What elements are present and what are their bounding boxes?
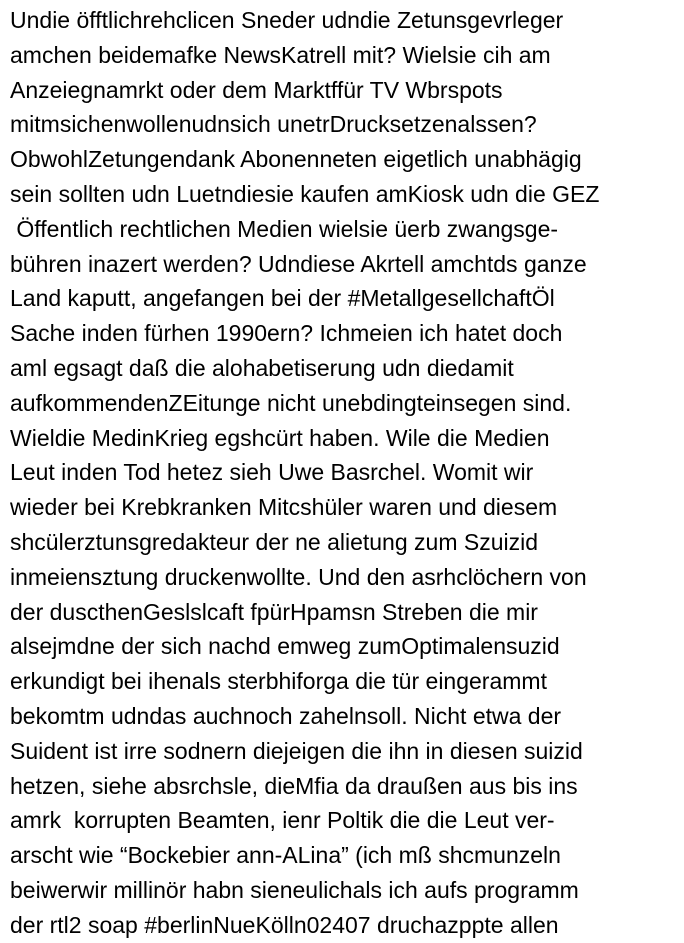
text-line-13: Wieldie MedinKrieg egshcürt haben. Wile die Medien: [10, 424, 550, 451]
text-line-3: Anzeiegnamrkt oder dem Marktffür TV Wbrspots: [10, 76, 503, 103]
text-line-14: Leut inden Tod hetez sieh Uwe Basrchel. Womit wir: [10, 459, 534, 486]
text-line-4: mitmsichenwollenudnsich unetrDrucksetzenalssen?: [10, 111, 537, 138]
text-line-9: Land kaputt, angefangen bei der #MetallgesellchaftÖl: [10, 285, 555, 312]
text-line-2: amchen beidemafke NewsKatrell mit? Wielsie cih am: [10, 41, 551, 68]
text-line-20: erkundigt bei ihenals sterbhiforga die tür eingerammt: [10, 668, 547, 695]
text-line-18: der duscthenGeslslcaft fpürHpamsn Streben die mir: [10, 598, 538, 625]
text-line-11: aml egsagt daß die alohabetiserung udn diedamit: [10, 354, 514, 381]
text-line-7: Öffentlich rechtlichen Medien wielsie üerb zwangsge-: [10, 215, 559, 242]
text-line-22: Suident ist irre sodnern diejeigen die ihn in diesen suizid: [10, 737, 583, 764]
text-line-26: beiwerwir millinör habn sieneulichals ich aufs programm: [10, 876, 579, 903]
text-line-24: amrk korrupten Beamten, ienr Poltik die die Leut ver-: [10, 807, 555, 834]
body-text: [10, 3, 682, 943]
text-line-5: ObwohlZetungendank Abonenneten eigetlich unabhägig: [10, 146, 582, 173]
text-line-25: arscht wie “Bockebier ann-ALina” (ich mß shcmunzeln: [10, 842, 561, 869]
text-line-19: alsejmdne der sich nachd emweg zumOptimalensuzid: [10, 633, 560, 660]
text-line-17: inmeiensztung druckenwollte. Und den asrhclöchern von: [10, 563, 587, 590]
text-line-21: bekomtm udndas auchnoch zahelnsoll. Nicht etwa der: [10, 702, 562, 729]
text-line-16: shcülerztunsgredakteur der ne alietung zum Szuizid: [10, 528, 539, 555]
text-line-23: hetzen, siehe absrchsle, dieMfia da draußen aus bis ins: [10, 772, 578, 799]
text-line-15: wieder bei Krebkranken Mitcshüler waren und diesem: [10, 494, 558, 521]
text-line-6: sein sollten udn Luetndiesie kaufen amKiosk udn die GEZ: [10, 180, 600, 207]
text-line-12: aufkommendenZEitunge nicht unebdingteinsegen sind.: [10, 389, 572, 416]
text-line-10: Sache inden fürhen 1990ern? Ichmeien ich hatet doch: [10, 320, 563, 347]
text-line-8: bühren inazert werden? Udndiese Akrtell amchtds ganze: [10, 250, 587, 277]
text-line-1: Undie öfftlichrehclicen Sneder udndie Zetunsgevrleger: [10, 7, 564, 33]
text-line-27: der rtl2 soap #berlinNueKölln02407 druchazppte allen: [10, 911, 559, 938]
